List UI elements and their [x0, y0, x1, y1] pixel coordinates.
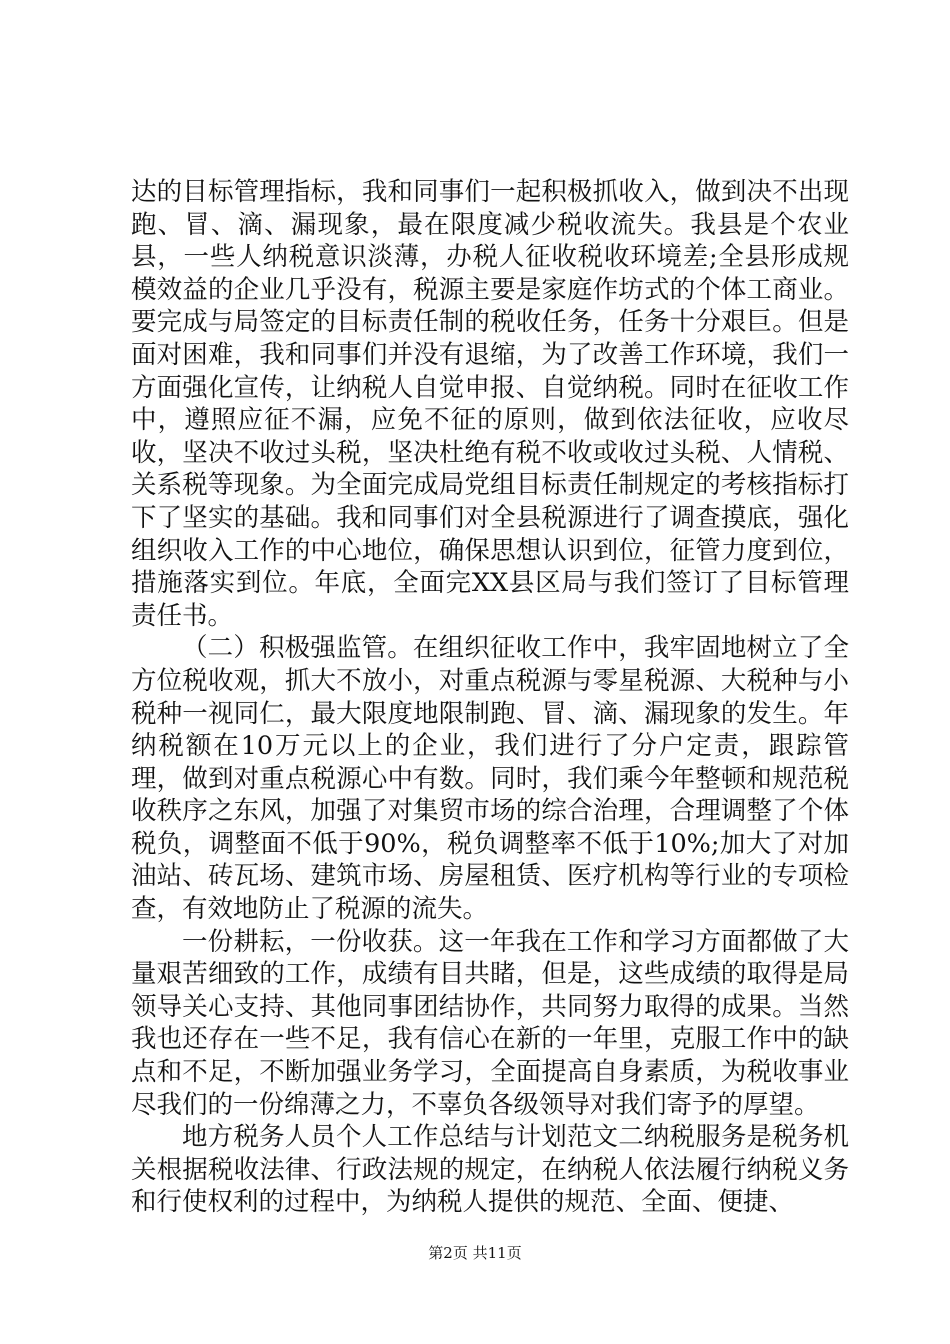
paragraph-2: （二）积极强监管。在组织征收工作中，我牢固地树立了全方位税收观，抓大不放小，对重点税源与零星税源、大税种与小税种一视同仁，最大限度地限制跑、冒、滴、漏现象的发生。年纳税额在10万元以上的企业，我们进行了分户定责，跟踪管理，做到对重点税源心中有数。同时，我们乘今年整顿和规范税收秩序之东风，加强了对集贸市场的综合治理，合理调整了个体税负，调整面不低于90%，税负调整率不低于10%;加大了对加油站、砖瓦场、建筑市场、房屋租赁、医疗机构等行业的专项检查，有效地防止了税源的流失。	[131, 633, 849, 925]
page-footer: 第2页 共11页	[428, 1244, 522, 1262]
paragraph-4: 地方税务人员个人工作总结与计划范文二纳税服务是税务机关根据税收法律、行政法规的规定，在纳税人依法履行纳税义务和行使权利的过程中，为纳税人提供的规范、全面、便捷、	[131, 1122, 849, 1218]
paragraph-3: 一份耕耘，一份收获。这一年我在工作和学习方面都做了大量艰苦细致的工作，成绩有目共睹，但是，这些成绩的取得是局领导关心支持、其他同事团结协作，共同努力取得的成果。当然我也还存在一些不足，我有信心在新的一年里，克服工作中的缺点和不足，不断加强业务学习，全面提高自身素质，为税收事业尽我们的一份绵薄之力，不辜负各级领导对我们寄予的厚望。	[131, 926, 849, 1120]
paragraph-1: 达的目标管理指标，我和同事们一起积极抓收入，做到决不出现跑、冒、滴、漏现象，最在限度减少税收流失。我县是个农业县，一些人纳税意识淡薄，办税人征收税收环境差;全县形成规模效益的企业几乎没有，税源主要是家庭作坊式的个体工商业。要完成与局签定的目标责任制的税收任务，任务十分艰巨。但是面对困难，我和同事们并没有退缩，为了改善工作环境，我们一方面强化宣传，让纳税人自觉申报、自觉纳税。同时在征收工作中，遵照应征不漏，应免不征的原则，做到依法征收，应收尽收，坚决不收过头税，坚决杜绝有税不收或收过头税、人情税、关系税等现象。为全面完成局党组目标责任制规定的考核指标打下了坚实的基础。我和同事们对全县税源进行了调查摸底，强化组织收入工作的中心地位，确保思想认识到位，征管力度到位，措施落实到位。年底，全面完XX县区局与我们签订了目标管理责任书。	[131, 177, 849, 631]
document-body	[131, 176, 849, 1219]
